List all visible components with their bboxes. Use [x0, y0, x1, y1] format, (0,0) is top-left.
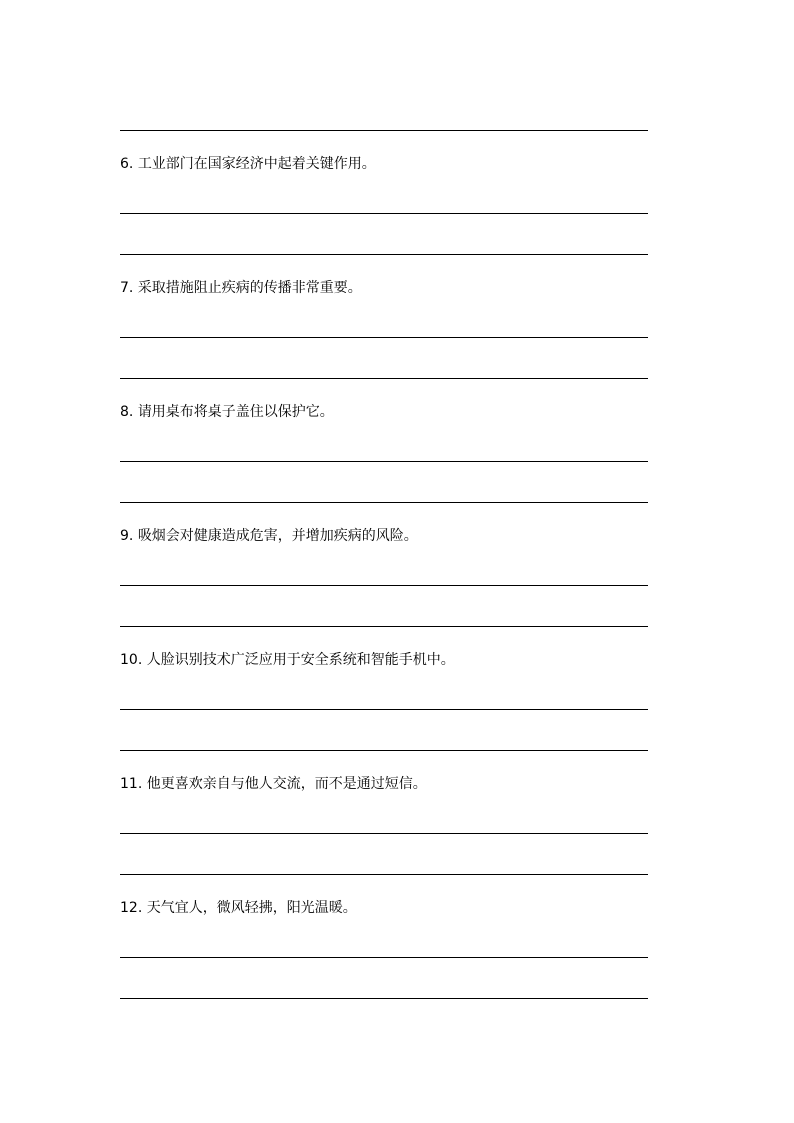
answer-line — [120, 130, 648, 131]
question-7 — [120, 279, 362, 297]
question-number: 8. — [120, 404, 134, 420]
answer-line — [120, 378, 648, 379]
answer-line — [120, 833, 648, 834]
question-number: 9. — [120, 528, 134, 544]
question-8 — [120, 403, 334, 421]
answer-line — [120, 626, 648, 627]
question-text: 请用桌布将桌子盖住以保护它。 — [137, 404, 334, 420]
question-10 — [120, 651, 455, 669]
question-9 — [120, 527, 418, 545]
answer-line — [120, 957, 648, 958]
question-number: 6. — [120, 156, 134, 172]
answer-line — [120, 254, 648, 255]
question-text: 吸烟会对健康造成危害，并增加疾病的风险。 — [137, 528, 418, 544]
question-text: 人脸识别技术广泛应用于安全系统和智能手机中。 — [146, 652, 455, 668]
question-number: 11. — [120, 776, 143, 792]
answer-line — [120, 874, 648, 875]
answer-line — [120, 461, 648, 462]
answer-line — [120, 213, 648, 214]
question-number: 12. — [120, 900, 143, 916]
answer-line — [120, 337, 648, 338]
question-6 — [120, 155, 376, 173]
question-text: 他更喜欢亲自与他人交流，而不是通过短信。 — [146, 776, 427, 792]
answer-line — [120, 709, 648, 710]
question-number: 7. — [120, 280, 134, 296]
question-text: 天气宜人，微风轻拂，阳光温暖。 — [146, 900, 357, 916]
answer-line — [120, 502, 648, 503]
question-11 — [120, 775, 427, 793]
answer-line — [120, 750, 648, 751]
question-12 — [120, 899, 357, 917]
answer-line — [120, 585, 648, 586]
answer-line — [120, 998, 648, 999]
question-text: 工业部门在国家经济中起着关键作用。 — [137, 156, 376, 172]
question-number: 10. — [120, 652, 143, 668]
question-text: 采取措施阻止疾病的传播非常重要。 — [137, 280, 362, 296]
